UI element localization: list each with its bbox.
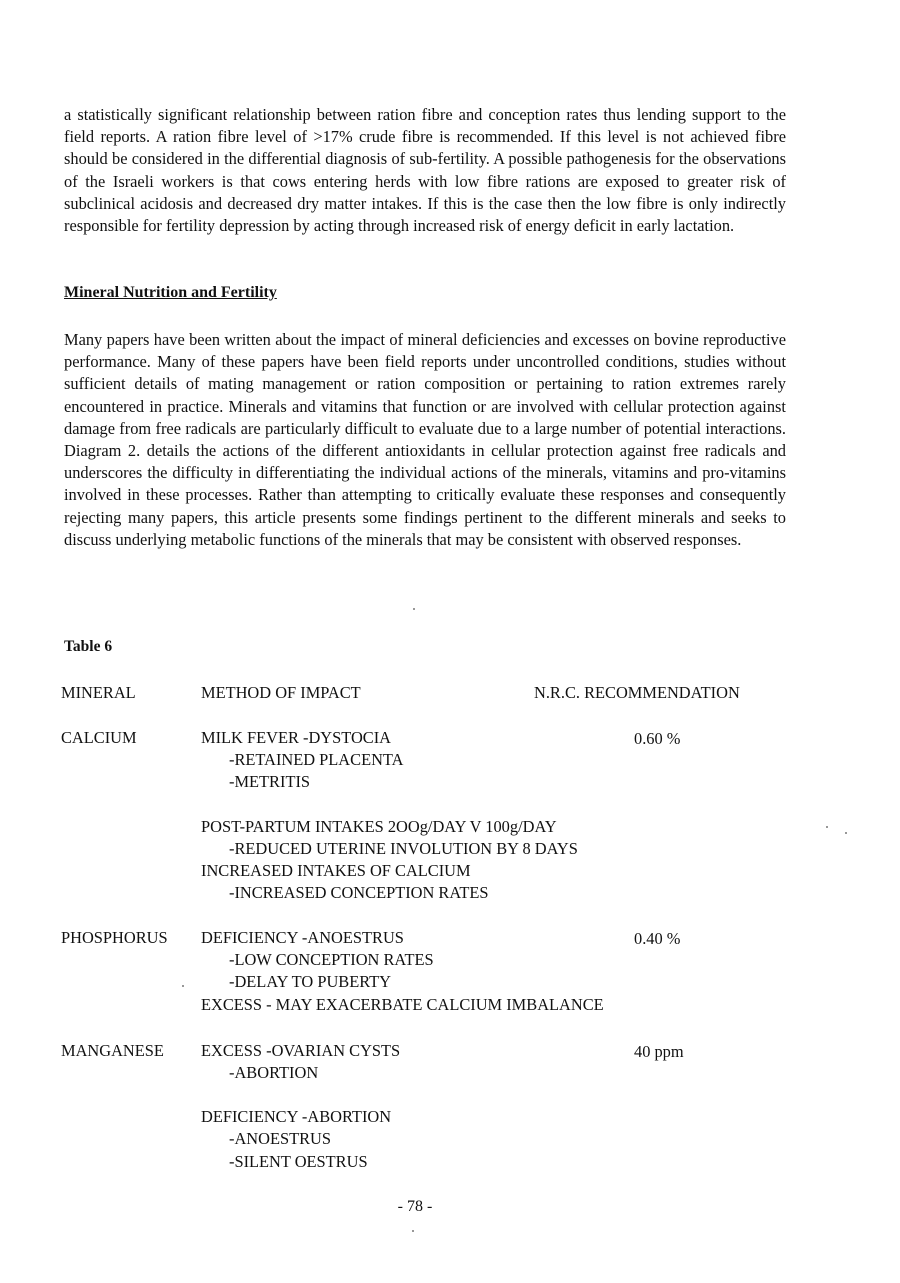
mineral-name-calcium: CALCIUM (61, 728, 137, 747)
intro-paragraph: a statistically significant relationship between ration fibre and conception rates thus lending support to the field reports. A ration fibre level of >17% crude fibre is recommended. If this level is not achieved fibre should be considered in the differential diagnosis of sub-fertility. A possible pathogenesis for the observations of the Israeli workers is that cows entering herds with low fibre rations are exposed to greater risk of subclinical acidosis and decreased dry matter intakes. If this is the case then the low fibre is only indirectly responsible for fertility depression by acting through increased risk of energy deficit in early lactation. (64, 105, 786, 236)
table-header-recommendation: N.R.C. RECOMMENDATION (534, 683, 740, 702)
section-paragraph: Many papers have been written about the impact of mineral deficiencies and excesses on bovine reproductive performance. Many of these papers have been field reports under uncontrolled conditions, studies without sufficient details of mating management or ration composition or pertaining to ration extremes rarely encountered in practice. Minerals and vitamins that function or are involved with cellular protection against damage from free radicals are particularly difficult to evaluate due to a large number of potential interactions. Diagram 2. details the actions of the different antioxidants in cellular protection against free radicals and underscores the difficulty in differentiating the individual actions of the minerals, vitamins and pro-vitamins involved in these processes. Rather than attempting to critically evaluate these responses and consequently rejecting many papers, this article presents some findings pertinent to the different minerals and seeks to discuss underlying metabolic functions of the minerals that may be consistent with observed responses. (64, 330, 786, 549)
impact-line: -LOW CONCEPTION RATES (229, 950, 434, 969)
table-header-mineral: MINERAL (61, 683, 136, 702)
impact-line: -METRITIS (229, 772, 311, 791)
impact-line: -ABORTION (229, 1063, 319, 1082)
impact-line: POST-PARTUM INTAKES 2OOg/DAY V 100g/DAY (201, 817, 557, 836)
impact-line: DEFICIENCY -ANOESTRUS (201, 928, 404, 947)
recommendation-calcium: 0.60 % (634, 729, 681, 748)
impact-line: INCREASED INTAKES OF CALCIUM (201, 861, 471, 880)
scan-speck (182, 985, 184, 987)
table-label: Table 6 (64, 638, 113, 655)
page-number: - 78 - (397, 1198, 433, 1215)
impact-line: EXCESS - MAY EXACERBATE CALCIUM IMBALANCE (201, 995, 604, 1014)
impact-line: -ANOESTRUS (229, 1129, 331, 1148)
impact-line: -SILENT OESTRUS (229, 1152, 368, 1171)
impact-line: -RETAINED PLACENTA (229, 750, 404, 769)
recommendation-phosphorus: 0.40 % (634, 929, 681, 948)
mineral-name-phosphorus: PHOSPHORUS (61, 928, 168, 947)
impact-line: EXCESS -OVARIAN CYSTS (201, 1041, 401, 1060)
scan-speck (826, 826, 828, 828)
recommendation-manganese: 40 ppm (634, 1042, 684, 1061)
impact-line: -DELAY TO PUBERTY (229, 972, 392, 991)
impact-line: MILK FEVER -DYSTOCIA (201, 728, 392, 747)
impact-line: DEFICIENCY -ABORTION (201, 1107, 392, 1126)
impact-line: -REDUCED UTERINE INVOLUTION BY 8 DAYS (229, 839, 578, 858)
scan-speck (413, 608, 415, 610)
scan-speck (845, 832, 847, 834)
impact-line: -INCREASED CONCEPTION RATES (229, 883, 489, 902)
scan-speck (412, 1230, 414, 1232)
table-header-method: METHOD OF IMPACT (201, 683, 361, 702)
mineral-name-manganese: MANGANESE (61, 1041, 164, 1060)
section-heading: Mineral Nutrition and Fertility (64, 284, 277, 301)
